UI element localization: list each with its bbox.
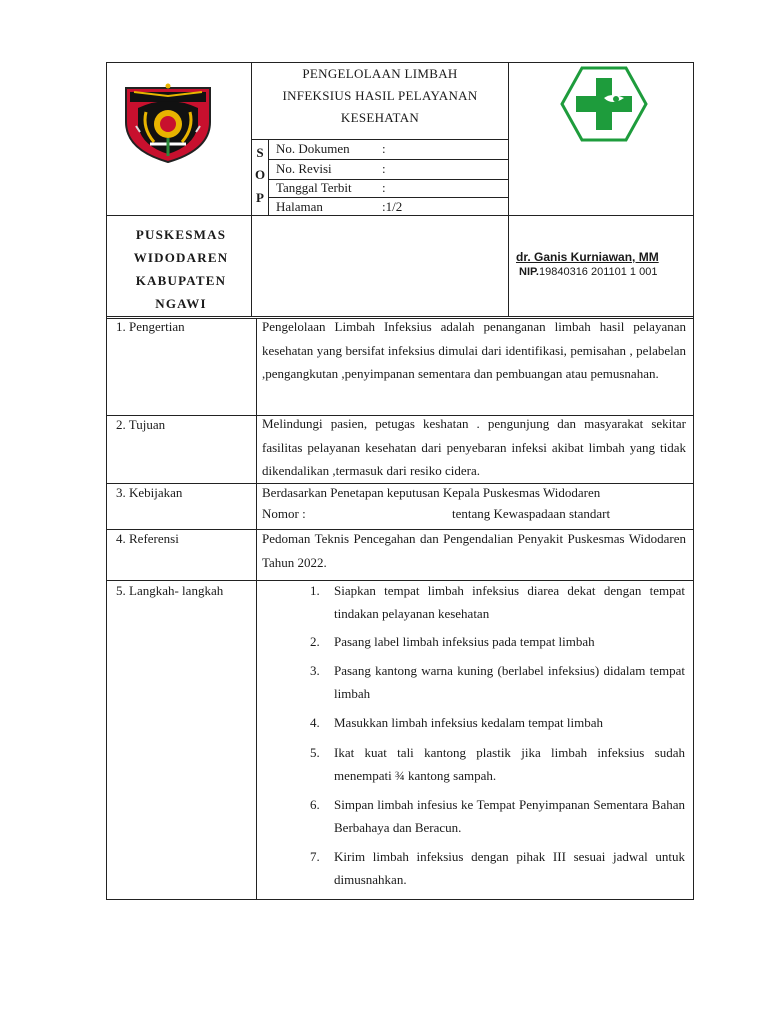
step-text: Siapkan tempat limbah infeksius diarea dekat dengan tempat tindakan pelayanan kesehatan bbox=[334, 583, 685, 621]
meta-label-tanggal-terbit: Tanggal Terbit bbox=[276, 180, 352, 195]
step-text: Kirim limbah infeksius dengan pihak III sesuai jadwal untuk dimusnahkan. bbox=[334, 849, 685, 887]
step-text: Ikat kuat tali kantong plastik jika limbah infeksius sudah menempati ¾ kantong sampah. bbox=[334, 745, 685, 783]
border-meta-row1 bbox=[268, 159, 508, 160]
border-meta-row3 bbox=[268, 197, 508, 198]
border-header-col2 bbox=[508, 62, 509, 316]
meta-label-halaman: Halaman bbox=[276, 199, 323, 214]
document-title bbox=[252, 63, 508, 129]
sop-letter-p: P bbox=[256, 190, 264, 205]
section-label-kebijakan: 3. Kebijakan bbox=[116, 485, 183, 500]
meta-value-halaman: :1/2 bbox=[382, 199, 403, 214]
title-line-3: KESEHATAN bbox=[340, 110, 420, 125]
border-body-col bbox=[256, 318, 257, 900]
section-text-tujuan: Melindungi pasien, petugas keshatan . pengunjung dan masyarakat sekitar fasilitas pelayanan kesehatan dari penyebaran infeksi akibat limbah yang tidak dikendalikan ,termasuk dari resiko cidera. bbox=[262, 416, 686, 478]
step-number: 6. bbox=[310, 797, 320, 812]
org-line-1: PUSKESMAS bbox=[135, 227, 227, 242]
title-line-2: INFEKSIUS HASIL PELAYANAN bbox=[282, 88, 478, 103]
section-label-tujuan: 2. Tujuan bbox=[116, 417, 166, 432]
organization-name bbox=[106, 223, 256, 315]
step-number: 4. bbox=[310, 715, 320, 730]
signer-name: dr. Ganis Kurniawan, MM bbox=[516, 250, 659, 264]
section-label-langkah: 5. Langkah- langkah bbox=[116, 583, 224, 598]
step-number: 1. bbox=[310, 583, 320, 598]
section-label-referensi: 4. Referensi bbox=[116, 531, 179, 546]
org-line-2: WIDODAREN bbox=[133, 250, 229, 265]
sop-letter-s: S bbox=[256, 145, 264, 160]
sop-letter-o: O bbox=[254, 167, 266, 182]
step-number: 7. bbox=[310, 849, 320, 864]
border-left bbox=[106, 62, 107, 900]
section-text-pengertian: Pengelolaan Limbah Infeksius adalah penanganan limbah hasil pelayanan kesehatan yang bersifat infeksius dimulai dari identifikasi, pemisahan , pelabelan ,pengangkutan ,penyimpanan sementara dan pembuangan atau pemusnahan. bbox=[262, 319, 686, 381]
meta-value-tanggal-terbit: : bbox=[382, 180, 386, 195]
step-text: Pasang kantong warna kuning (berlabel infeksius) didalam tempat limbah bbox=[334, 663, 685, 701]
step-text: Masukkan limbah infeksius kedalam tempat limbah bbox=[334, 715, 603, 730]
regency-emblem-icon bbox=[124, 82, 212, 164]
org-line-4: NGAWI bbox=[155, 296, 207, 311]
section-text-referensi: Pedoman Teknis Pencegahan dan Pengendalian Penyakit Puskesmas Widodaren Tahun 2022. bbox=[262, 531, 686, 570]
section-text-kebijakan: Berdasarkan Penetapan keputusan Kepala Puskesmas Widodaren bbox=[262, 485, 601, 500]
org-line-3: KABUPATEN bbox=[135, 273, 227, 288]
puskesmas-green-cross-icon bbox=[560, 66, 648, 142]
kebijakan-tentang: tentang Kewaspadaan standart bbox=[452, 506, 611, 521]
border-header-mid bbox=[106, 215, 694, 216]
border-bottom bbox=[106, 899, 694, 900]
border-meta-sop-col bbox=[268, 139, 269, 215]
step-number: 5. bbox=[310, 745, 320, 760]
meta-value-no-dokumen: : bbox=[382, 141, 386, 156]
border-right bbox=[693, 62, 694, 900]
meta-label-no-dokumen: No. Dokumen bbox=[276, 141, 350, 156]
title-line-1: PENGELOLAAN LIMBAH bbox=[302, 66, 458, 81]
step-number: 3. bbox=[310, 663, 320, 678]
signer-nip bbox=[519, 266, 657, 278]
step-number: 2. bbox=[310, 634, 320, 649]
step-text: Pasang label limbah infeksius pada tempat limbah bbox=[334, 634, 595, 649]
meta-value-no-revisi: : bbox=[382, 161, 386, 176]
nip-value: 19840316 201101 1 001 bbox=[538, 266, 658, 278]
nip-label: NIP. bbox=[519, 266, 539, 278]
kebijakan-nomor: Nomor : bbox=[262, 506, 306, 521]
meta-label-no-revisi: No. Revisi bbox=[276, 161, 332, 176]
section-label-pengertian: 1. Pengertian bbox=[116, 319, 185, 334]
step-text: Simpan limbah infesius ke Tempat Penyimpanan Sementara Bahan Berbahaya dan Beracun. bbox=[334, 797, 685, 835]
border-meta-top bbox=[251, 139, 508, 140]
